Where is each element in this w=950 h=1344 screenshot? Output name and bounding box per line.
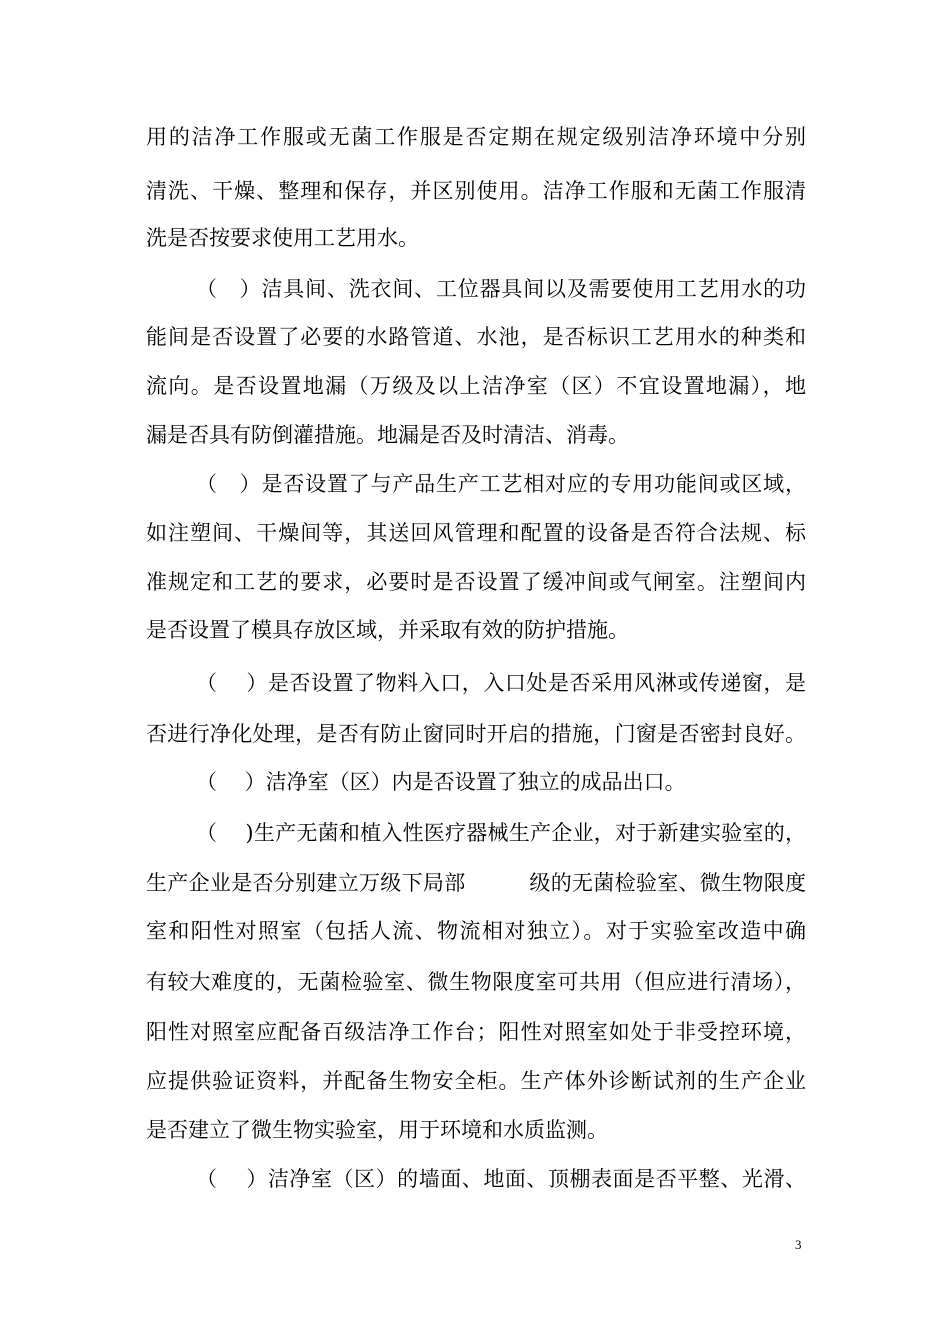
text-line: （ ）洁净室（区）内是否设置了独立的成品出口。 — [196, 770, 686, 794]
text-line: 洗是否按要求使用工艺用水。 — [146, 226, 419, 250]
text-line: 是否建立了微生物实验室，用于环境和水质监测。 — [146, 1118, 608, 1142]
text-line: 如注塑间、干燥间等，其送回风管理和配置的设备是否符合法规、标 — [146, 521, 806, 545]
text-line: （ ）是否设置了物料入口，入口处是否采用风淋或传递窗，是 — [196, 671, 806, 695]
text-line: 否进行净化处理，是否有防止窗同时开启的措施，门窗是否密封良好。 — [146, 722, 806, 746]
text-line: 应提供验证资料，并配备生物安全柜。生产体外诊断试剂的生产企业 — [146, 1069, 806, 1093]
text-line: （ ）洁净室（区）的墙面、地面、顶棚表面是否平整、光滑、 — [196, 1167, 806, 1191]
text-line: 生产企业是否分别建立万级下局部 级的无菌检验室、微生物限度 — [146, 871, 806, 895]
text-line: 能间是否设置了必要的水路管道、水池，是否标识工艺用水的种类和 — [146, 325, 806, 349]
text-line: 用的洁净工作服或无菌工作服是否定期在规定级别洁净环境中分别 — [146, 125, 806, 149]
text-line: 有较大难度的，无菌检验室、微生物限度室可共用（但应进行清场）， — [146, 970, 806, 994]
page-number: 3 — [795, 1237, 802, 1252]
text-line: 是否设置了模具存放区域，并采取有效的防护措施。 — [146, 618, 629, 642]
text-line: 流向。是否设置地漏（万级及以上洁净室（区）不宜设置地漏），地 — [146, 374, 806, 398]
text-line: 阳性对照室应配备百级洁净工作台；阳性对照室如处于非受控环境， — [146, 1020, 806, 1044]
text-line: 准规定和工艺的要求，必要时是否设置了缓冲间或气闸室。注塑间内 — [146, 570, 806, 594]
text-line: （ ）洁具间、洗衣间、工位器具间以及需要使用工艺用水的功 — [196, 277, 806, 301]
text-line: 室和阳性对照室（包括人流、物流相对独立）。对于实验室改造中确 — [146, 919, 806, 943]
text-line: 漏是否具有防倒灌措施。地漏是否及时清洁、消毒。 — [146, 423, 629, 447]
text-line: 清洗、干燥、整理和保存，并区别使用。洁净工作服和无菌工作服清 — [146, 179, 806, 203]
text-line: （ ）是否设置了与产品生产工艺相对应的专用功能间或区域， — [196, 472, 806, 496]
text-line: （ )生产无菌和植入性医疗器械生产企业，对于新建实验室的， — [196, 821, 806, 845]
